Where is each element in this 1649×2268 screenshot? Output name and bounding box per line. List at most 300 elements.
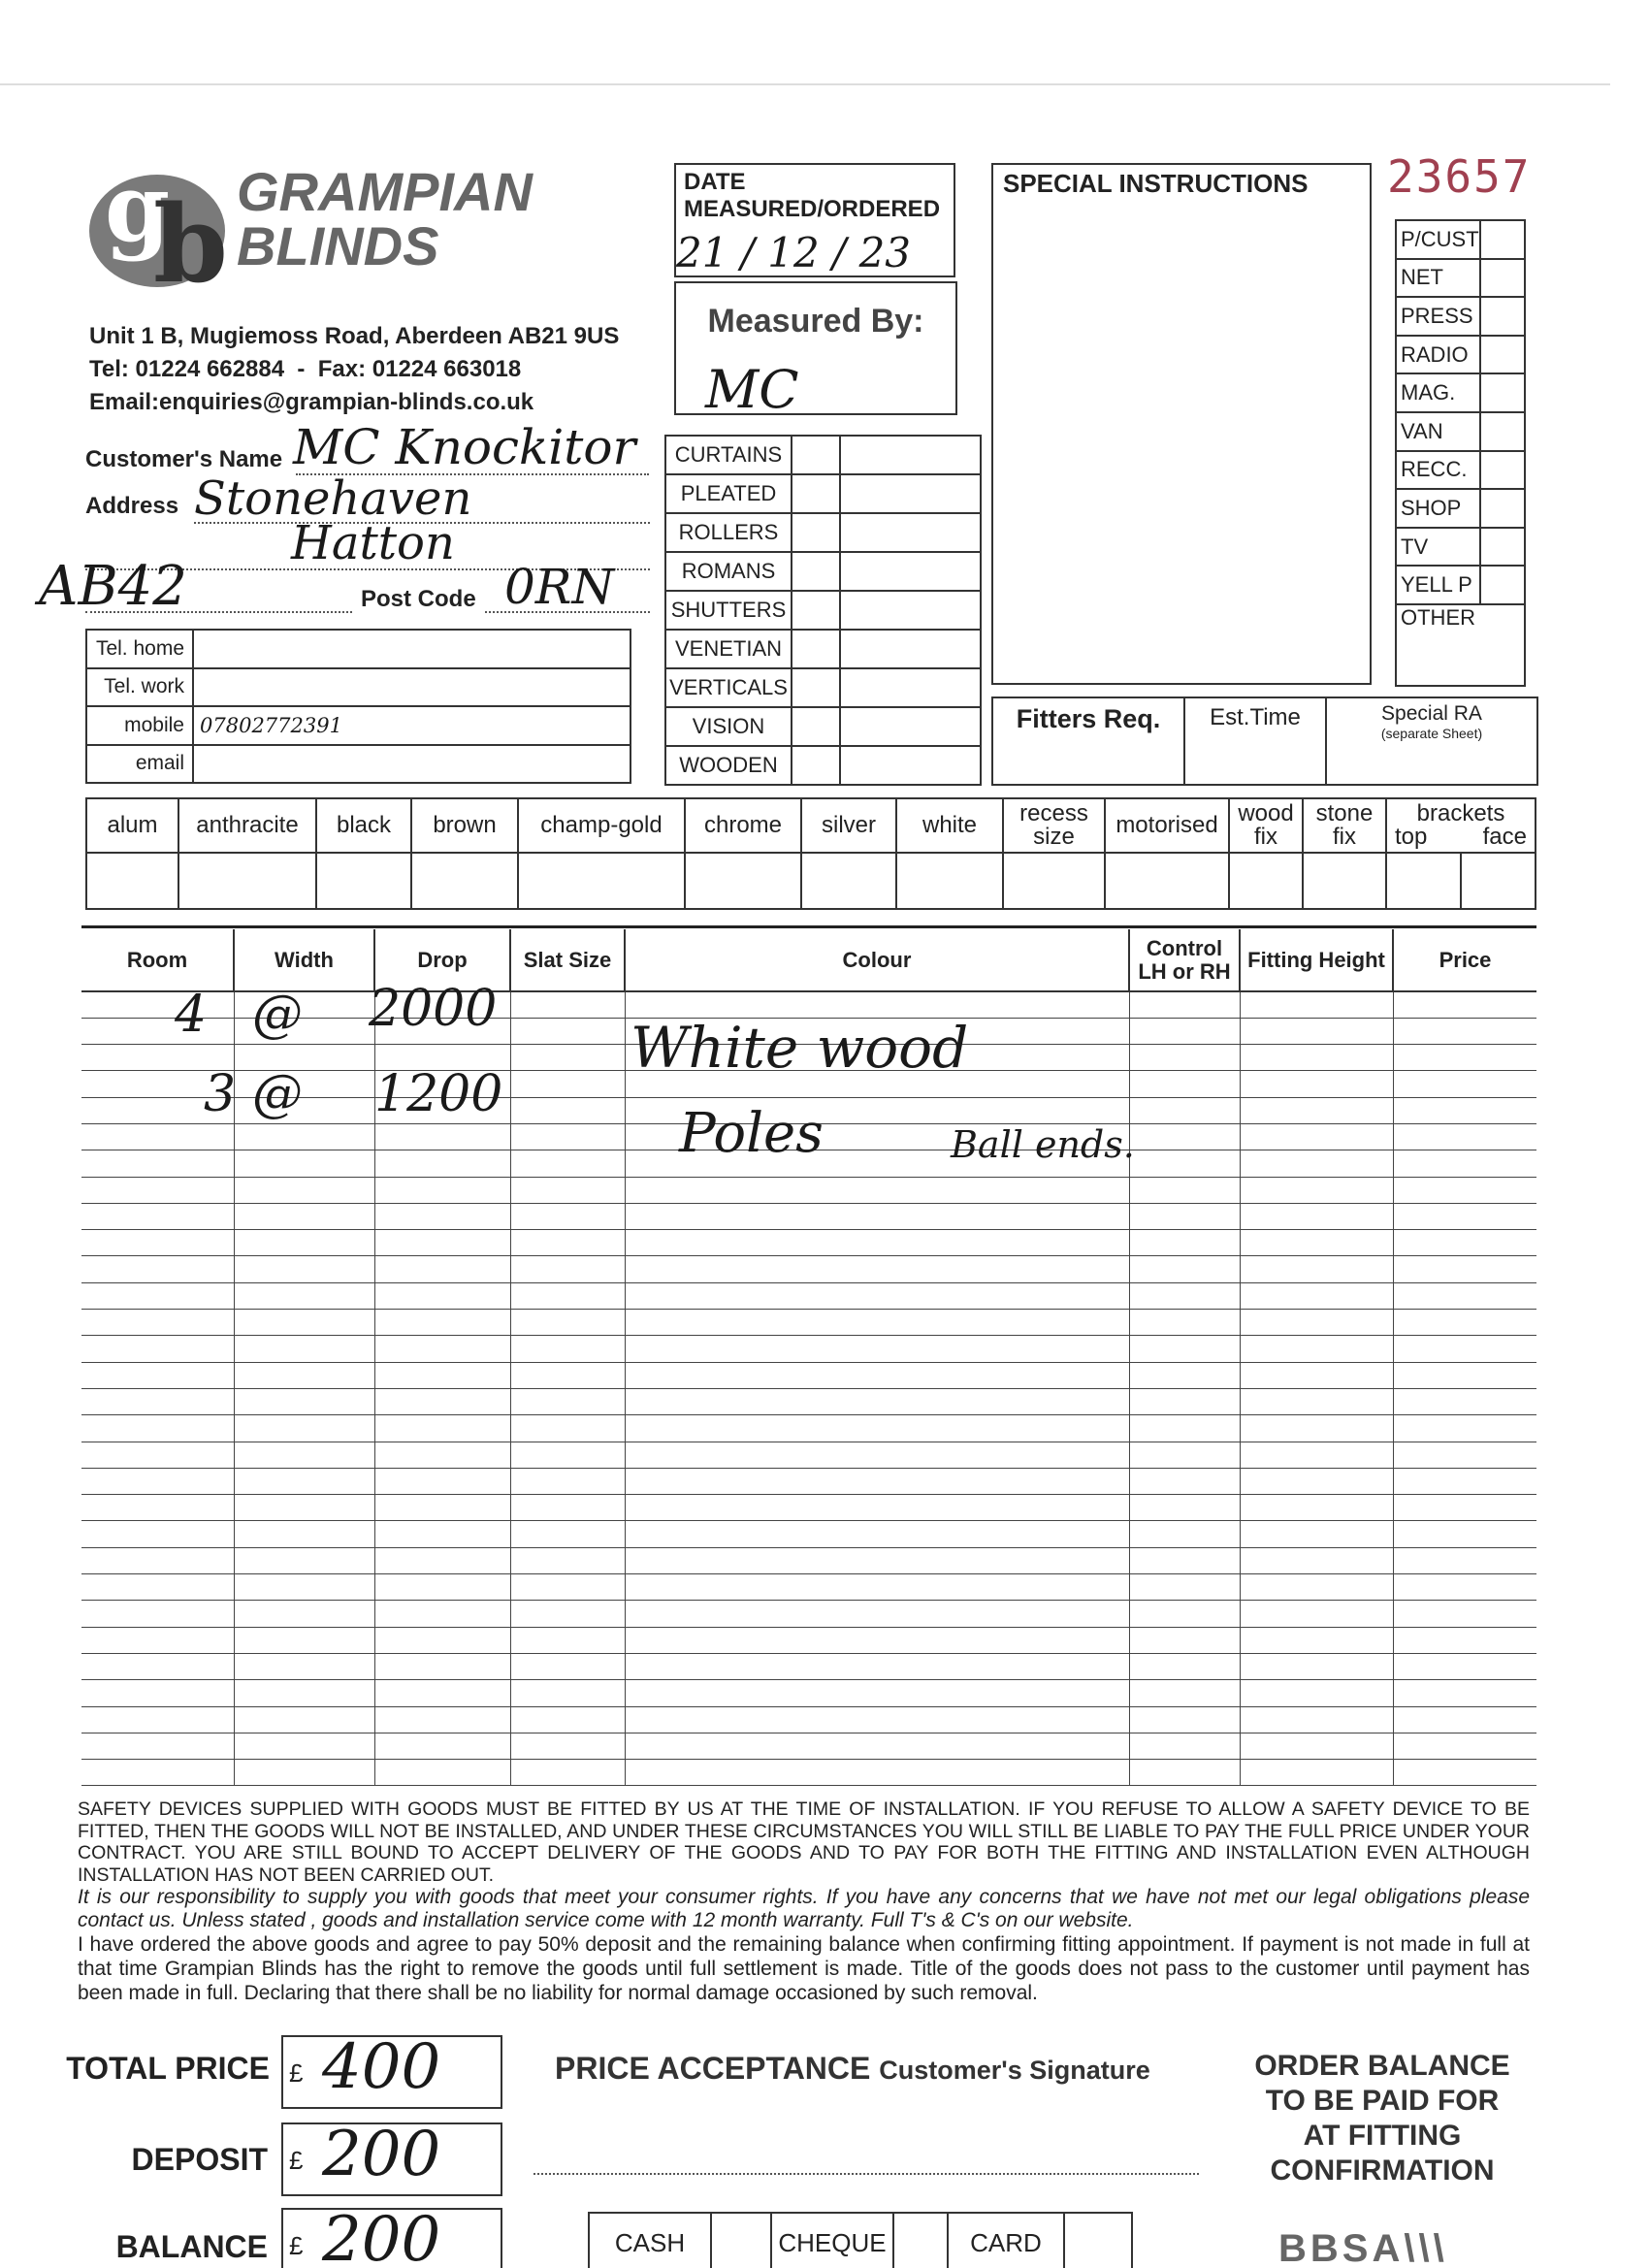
table-cell[interactable] xyxy=(1240,1706,1393,1733)
table-cell[interactable] xyxy=(374,1256,510,1282)
colour-check[interactable] xyxy=(86,853,178,909)
table-cell[interactable] xyxy=(234,1362,374,1388)
table-cell[interactable] xyxy=(234,1442,374,1468)
table-cell[interactable] xyxy=(81,1653,234,1679)
address-label: Address xyxy=(85,493,179,519)
product-note[interactable] xyxy=(840,513,981,552)
item1-drop[interactable]: 2000 xyxy=(369,980,498,1038)
source-checkbox[interactable] xyxy=(1480,373,1525,412)
table-cell[interactable] xyxy=(234,1468,374,1494)
table-cell[interactable] xyxy=(81,1256,234,1282)
table-cell[interactable] xyxy=(1129,1045,1240,1071)
motorised-check[interactable] xyxy=(1105,853,1229,909)
table-cell[interactable] xyxy=(510,1415,625,1442)
table-cell[interactable] xyxy=(374,1310,510,1336)
table-cell[interactable] xyxy=(374,1203,510,1229)
table-cell[interactable] xyxy=(374,1388,510,1414)
table-cell[interactable] xyxy=(510,1468,625,1494)
table-cell[interactable] xyxy=(625,1680,1129,1706)
table-cell[interactable] xyxy=(374,1760,510,1786)
colour-check[interactable] xyxy=(411,853,518,909)
total-price-box[interactable] xyxy=(281,2031,502,2109)
table-cell[interactable] xyxy=(1393,1733,1536,1759)
table-cell[interactable] xyxy=(1129,1468,1240,1494)
table-cell[interactable] xyxy=(1240,1733,1393,1759)
table-cell[interactable] xyxy=(1240,1760,1393,1786)
table-cell[interactable] xyxy=(510,1123,625,1150)
product-qty[interactable] xyxy=(792,707,840,746)
table-cell[interactable] xyxy=(1129,1310,1240,1336)
date-value[interactable]: 21 / 12 / 23 xyxy=(676,229,912,276)
table-cell[interactable] xyxy=(81,1468,234,1494)
table-cell[interactable] xyxy=(81,1521,234,1547)
table-cell[interactable] xyxy=(1129,1547,1240,1573)
customer-name-value[interactable]: MC Knockitor xyxy=(293,419,636,475)
table-cell[interactable] xyxy=(81,1547,234,1573)
source-checkbox[interactable] xyxy=(1480,259,1525,298)
table-cell[interactable] xyxy=(234,1521,374,1547)
table-cell[interactable] xyxy=(1393,1256,1536,1282)
item2-room[interactable]: 3 xyxy=(204,1065,237,1123)
table-cell[interactable] xyxy=(625,1230,1129,1256)
table-cell[interactable] xyxy=(625,1362,1129,1388)
table-cell[interactable] xyxy=(1393,1071,1536,1097)
table-cell[interactable] xyxy=(510,1601,625,1627)
table-cell[interactable] xyxy=(374,1415,510,1442)
table-cell[interactable] xyxy=(1393,1177,1536,1203)
table-cell[interactable] xyxy=(1393,1706,1536,1733)
product-qty[interactable] xyxy=(792,513,840,552)
item-colour-line2[interactable]: Poles xyxy=(679,1102,824,1165)
table-cell[interactable] xyxy=(1240,1310,1393,1336)
colour-check[interactable] xyxy=(178,853,316,909)
table-cell[interactable] xyxy=(1393,1388,1536,1414)
table-cell[interactable] xyxy=(374,1123,510,1150)
table-cell[interactable] xyxy=(234,1627,374,1653)
table-cell[interactable] xyxy=(81,991,234,1018)
source-label-other[interactable]: OTHER xyxy=(1396,604,1525,686)
table-cell[interactable] xyxy=(1393,1097,1536,1123)
table-cell[interactable] xyxy=(625,1495,1129,1521)
table-cell[interactable] xyxy=(374,1521,510,1547)
table-cell[interactable] xyxy=(625,1282,1129,1309)
table-cell[interactable] xyxy=(1129,1256,1240,1282)
table-cell[interactable] xyxy=(1240,1680,1393,1706)
colour-check[interactable] xyxy=(801,853,896,909)
table-cell[interactable] xyxy=(510,1071,625,1097)
table-cell[interactable] xyxy=(81,1018,234,1044)
table-cell[interactable] xyxy=(374,1336,510,1362)
table-cell[interactable] xyxy=(1240,1256,1393,1282)
table-cell[interactable] xyxy=(625,1256,1129,1282)
table-cell[interactable] xyxy=(1393,1760,1536,1786)
table-cell[interactable] xyxy=(1129,1336,1240,1362)
table-cell[interactable] xyxy=(234,1310,374,1336)
table-cell[interactable] xyxy=(81,1336,234,1362)
table-cell[interactable] xyxy=(1240,1150,1393,1177)
table-cell[interactable] xyxy=(234,1203,374,1229)
table-cell[interactable] xyxy=(625,1733,1129,1759)
recess-check[interactable] xyxy=(1003,853,1105,909)
table-cell[interactable] xyxy=(1393,1653,1536,1679)
product-note[interactable] xyxy=(840,630,981,668)
table-cell[interactable] xyxy=(374,1733,510,1759)
table-cell[interactable] xyxy=(1393,1282,1536,1309)
table-cell[interactable] xyxy=(1393,1442,1536,1468)
colour-check[interactable] xyxy=(896,853,1003,909)
table-cell[interactable] xyxy=(81,1495,234,1521)
brackets-face-check[interactable] xyxy=(1461,853,1536,909)
table-cell[interactable] xyxy=(374,1574,510,1601)
table-cell[interactable] xyxy=(1240,1468,1393,1494)
table-cell[interactable] xyxy=(374,1282,510,1309)
table-cell[interactable] xyxy=(234,1574,374,1601)
table-cell[interactable] xyxy=(374,1653,510,1679)
product-note[interactable] xyxy=(840,552,981,591)
table-cell[interactable] xyxy=(81,1388,234,1414)
table-cell[interactable] xyxy=(1129,1177,1240,1203)
table-cell[interactable] xyxy=(1393,1521,1536,1547)
table-cell[interactable] xyxy=(625,1627,1129,1653)
table-cell[interactable] xyxy=(1240,1282,1393,1309)
source-checkbox[interactable] xyxy=(1480,489,1525,528)
table-cell[interactable] xyxy=(625,1521,1129,1547)
table-cell[interactable] xyxy=(510,1706,625,1733)
payment-cash-check[interactable] xyxy=(711,2213,771,2268)
tel-home-field[interactable] xyxy=(193,630,630,668)
table-cell[interactable] xyxy=(1393,1018,1536,1044)
table-cell[interactable] xyxy=(81,1733,234,1759)
table-cell[interactable] xyxy=(625,1388,1129,1414)
table-cell[interactable] xyxy=(81,1442,234,1468)
table-cell[interactable] xyxy=(510,1733,625,1759)
table-cell[interactable] xyxy=(510,1653,625,1679)
fitters-req-label[interactable]: Fitters Req. xyxy=(992,697,1184,785)
table-cell[interactable] xyxy=(1129,1653,1240,1679)
table-cell[interactable] xyxy=(1240,991,1393,1018)
table-cell[interactable] xyxy=(1393,1627,1536,1653)
table-cell[interactable] xyxy=(234,1680,374,1706)
table-cell[interactable] xyxy=(81,1362,234,1388)
table-cell[interactable] xyxy=(1129,1282,1240,1309)
table-cell[interactable] xyxy=(625,1760,1129,1786)
table-cell[interactable] xyxy=(81,1574,234,1601)
table-cell[interactable] xyxy=(1240,1415,1393,1442)
table-cell[interactable] xyxy=(1129,1706,1240,1733)
product-qty[interactable] xyxy=(792,474,840,513)
table-cell[interactable] xyxy=(1129,1097,1240,1123)
table-cell[interactable] xyxy=(374,1601,510,1627)
table-cell[interactable] xyxy=(510,1203,625,1229)
payment-cheque-check[interactable] xyxy=(893,2213,948,2268)
table-cell[interactable] xyxy=(234,1706,374,1733)
table-cell[interactable] xyxy=(234,1547,374,1573)
payment-card-check[interactable] xyxy=(1064,2213,1132,2268)
table-cell[interactable] xyxy=(1240,1627,1393,1653)
table-cell[interactable] xyxy=(374,1627,510,1653)
table-cell[interactable] xyxy=(625,1336,1129,1362)
table-cell[interactable] xyxy=(81,1601,234,1627)
table-cell[interactable] xyxy=(1129,1150,1240,1177)
table-cell[interactable] xyxy=(1240,1442,1393,1468)
postcode-value[interactable]: 0RN xyxy=(504,559,615,615)
table-cell[interactable] xyxy=(1393,1230,1536,1256)
table-cell[interactable] xyxy=(374,1362,510,1388)
table-cell[interactable] xyxy=(234,1495,374,1521)
est-time-label[interactable]: Est.Time xyxy=(1184,697,1326,785)
table-cell[interactable] xyxy=(374,1230,510,1256)
table-cell[interactable] xyxy=(374,1150,510,1177)
table-cell[interactable] xyxy=(81,1282,234,1309)
product-qty[interactable] xyxy=(792,552,840,591)
email-field[interactable] xyxy=(193,745,630,784)
table-cell[interactable] xyxy=(1393,1680,1536,1706)
colour-check[interactable] xyxy=(518,853,685,909)
table-cell[interactable] xyxy=(234,1601,374,1627)
table-cell[interactable] xyxy=(510,991,625,1018)
table-cell[interactable] xyxy=(374,1706,510,1733)
table-cell[interactable] xyxy=(1129,1733,1240,1759)
table-cell[interactable] xyxy=(625,1574,1129,1601)
table-cell[interactable] xyxy=(1240,1071,1393,1097)
table-cell[interactable] xyxy=(374,1495,510,1521)
table-cell[interactable] xyxy=(1393,1123,1536,1150)
table-cell[interactable] xyxy=(1129,1018,1240,1044)
product-note[interactable] xyxy=(840,436,981,474)
table-cell[interactable] xyxy=(1240,1230,1393,1256)
table-cell[interactable] xyxy=(234,1733,374,1759)
table-cell[interactable] xyxy=(510,1177,625,1203)
table-cell[interactable] xyxy=(1240,1601,1393,1627)
table-cell[interactable] xyxy=(625,1415,1129,1442)
table-cell[interactable] xyxy=(625,1706,1129,1733)
table-cell[interactable] xyxy=(625,1203,1129,1229)
colour-check[interactable] xyxy=(685,853,801,909)
table-cell[interactable] xyxy=(1240,1045,1393,1071)
table-cell[interactable] xyxy=(374,1680,510,1706)
grampian-blinds-logo xyxy=(87,161,233,297)
table-cell[interactable] xyxy=(1393,1336,1536,1362)
table-cell[interactable] xyxy=(510,1442,625,1468)
table-cell[interactable] xyxy=(1129,1495,1240,1521)
table-cell[interactable] xyxy=(1393,1547,1536,1573)
table-cell[interactable] xyxy=(374,1442,510,1468)
product-qty[interactable] xyxy=(792,630,840,668)
table-cell[interactable] xyxy=(1393,1045,1536,1071)
table-cell[interactable] xyxy=(1393,1495,1536,1521)
table-cell[interactable] xyxy=(1129,1388,1240,1414)
mobile-field[interactable]: 07802772391 xyxy=(193,706,630,745)
signature-line[interactable] xyxy=(534,2173,1199,2175)
table-cell[interactable] xyxy=(1129,1123,1240,1150)
table-cell[interactable] xyxy=(234,1123,374,1150)
product-qty[interactable] xyxy=(792,436,840,474)
table-cell[interactable] xyxy=(510,1362,625,1388)
item1-room[interactable]: 4 xyxy=(175,986,208,1044)
address-value-3[interactable]: AB42 xyxy=(39,555,187,618)
table-cell[interactable] xyxy=(1393,1468,1536,1494)
source-checkbox[interactable] xyxy=(1480,451,1525,490)
table-cell[interactable] xyxy=(625,1442,1129,1468)
table-cell[interactable] xyxy=(1393,1150,1536,1177)
address-value-1[interactable]: Stonehaven xyxy=(194,471,472,526)
table-cell[interactable] xyxy=(625,1468,1129,1494)
table-cell[interactable] xyxy=(1129,1627,1240,1653)
table-cell[interactable] xyxy=(1129,1760,1240,1786)
table-cell[interactable] xyxy=(1240,1495,1393,1521)
table-cell[interactable] xyxy=(234,1150,374,1177)
table-cell[interactable] xyxy=(81,1123,234,1150)
table-cell[interactable] xyxy=(1129,1680,1240,1706)
table-cell[interactable] xyxy=(510,1680,625,1706)
product-note[interactable] xyxy=(840,707,981,746)
table-cell[interactable] xyxy=(1129,1415,1240,1442)
table-cell[interactable] xyxy=(1393,1415,1536,1442)
source-checkbox[interactable] xyxy=(1480,566,1525,604)
table-cell[interactable] xyxy=(1393,1574,1536,1601)
product-note[interactable] xyxy=(840,746,981,785)
tel-work-field[interactable] xyxy=(193,668,630,707)
table-cell[interactable] xyxy=(1240,1336,1393,1362)
table-cell[interactable] xyxy=(1393,1601,1536,1627)
table-cell[interactable] xyxy=(1129,1574,1240,1601)
item2-drop[interactable]: 1200 xyxy=(374,1065,503,1123)
table-cell[interactable] xyxy=(234,1653,374,1679)
table-cell[interactable] xyxy=(1240,1388,1393,1414)
table-cell[interactable] xyxy=(1240,1203,1393,1229)
special-instructions-box[interactable] xyxy=(991,163,1372,685)
table-cell[interactable] xyxy=(510,1627,625,1653)
table-cell[interactable] xyxy=(81,1230,234,1256)
address-value-2[interactable]: Hatton xyxy=(291,516,455,570)
table-cell[interactable] xyxy=(1240,1123,1393,1150)
table-cell[interactable] xyxy=(1129,1442,1240,1468)
product-note[interactable] xyxy=(840,668,981,707)
table-cell[interactable] xyxy=(1129,1230,1240,1256)
wood-fix-check[interactable] xyxy=(1229,853,1303,909)
table-cell[interactable] xyxy=(1129,991,1240,1018)
table-cell[interactable] xyxy=(1240,1018,1393,1044)
table-cell[interactable] xyxy=(1240,1574,1393,1601)
product-qty[interactable] xyxy=(792,668,840,707)
table-cell[interactable] xyxy=(510,1230,625,1256)
table-cell[interactable] xyxy=(234,1760,374,1786)
table-cell[interactable] xyxy=(374,1468,510,1494)
table-cell[interactable] xyxy=(234,1256,374,1282)
special-ra-cell[interactable] xyxy=(1326,697,1537,785)
source-checkbox[interactable] xyxy=(1480,528,1525,567)
price-acceptance-label: PRICE ACCEPTANCE xyxy=(555,2051,871,2086)
table-cell[interactable] xyxy=(1240,1177,1393,1203)
stone-fix-label: stone fix xyxy=(1303,798,1386,853)
table-cell[interactable] xyxy=(510,1097,625,1123)
deposit-box[interactable] xyxy=(281,2119,502,2196)
source-checkbox[interactable] xyxy=(1480,220,1525,259)
table-cell[interactable] xyxy=(374,1177,510,1203)
table-cell[interactable] xyxy=(1393,1203,1536,1229)
table-cell[interactable] xyxy=(234,1336,374,1362)
table-cell[interactable] xyxy=(510,1574,625,1601)
company-name-line1: GRAMPIAN xyxy=(237,161,533,222)
table-cell[interactable] xyxy=(510,1495,625,1521)
table-row xyxy=(81,1601,1536,1627)
product-note[interactable] xyxy=(840,591,981,630)
table-cell[interactable] xyxy=(374,1547,510,1573)
table-cell[interactable] xyxy=(1240,1547,1393,1573)
table-cell[interactable] xyxy=(1393,1362,1536,1388)
table-cell[interactable] xyxy=(81,1310,234,1336)
table-cell[interactable] xyxy=(510,1150,625,1177)
colour-check[interactable] xyxy=(316,853,411,909)
table-cell[interactable] xyxy=(625,1653,1129,1679)
product-qty[interactable] xyxy=(792,746,840,785)
table-cell[interactable] xyxy=(234,1415,374,1442)
table-cell[interactable] xyxy=(625,1310,1129,1336)
table-cell[interactable] xyxy=(1240,1653,1393,1679)
item-colour-note[interactable]: Ball ends. xyxy=(951,1123,1135,1166)
table-cell[interactable] xyxy=(234,1230,374,1256)
table-cell[interactable] xyxy=(625,1601,1129,1627)
table-cell[interactable] xyxy=(81,1680,234,1706)
table-cell[interactable] xyxy=(510,1521,625,1547)
table-cell[interactable] xyxy=(510,1282,625,1309)
table-cell[interactable] xyxy=(81,1150,234,1177)
table-cell[interactable] xyxy=(510,1256,625,1282)
table-cell[interactable] xyxy=(1240,1097,1393,1123)
table-cell[interactable] xyxy=(81,1760,234,1786)
stone-fix-check[interactable] xyxy=(1303,853,1386,909)
payment-cash-label: CASH xyxy=(589,2213,711,2268)
table-cell[interactable] xyxy=(1129,1203,1240,1229)
table-cell[interactable] xyxy=(510,1547,625,1573)
table-cell[interactable] xyxy=(1129,1601,1240,1627)
table-cell[interactable] xyxy=(1129,1521,1240,1547)
table-cell[interactable] xyxy=(510,1045,625,1071)
measured-by-value[interactable]: MC xyxy=(705,359,799,420)
table-cell[interactable] xyxy=(1240,1362,1393,1388)
source-checkbox[interactable] xyxy=(1480,336,1525,374)
item-colour-line1[interactable]: White wood xyxy=(630,1015,969,1081)
table-cell[interactable] xyxy=(1240,1521,1393,1547)
table-cell[interactable] xyxy=(81,1706,234,1733)
table-cell[interactable] xyxy=(1129,1362,1240,1388)
table-cell[interactable] xyxy=(81,1415,234,1442)
table-cell[interactable] xyxy=(234,1177,374,1203)
source-checkbox[interactable] xyxy=(1480,297,1525,336)
table-cell[interactable] xyxy=(1393,1310,1536,1336)
table-cell[interactable] xyxy=(510,1018,625,1044)
product-qty[interactable] xyxy=(792,591,840,630)
table-cell[interactable] xyxy=(234,1282,374,1309)
balance-box[interactable] xyxy=(281,2204,502,2268)
table-cell[interactable] xyxy=(1129,1071,1240,1097)
table-cell[interactable] xyxy=(510,1760,625,1786)
product-note[interactable] xyxy=(840,474,981,513)
table-cell[interactable] xyxy=(81,1203,234,1229)
table-cell[interactable] xyxy=(510,1336,625,1362)
table-cell[interactable] xyxy=(625,1547,1129,1573)
table-cell[interactable] xyxy=(81,1627,234,1653)
col-slat: Slat Size xyxy=(510,929,625,991)
brackets-top-check[interactable] xyxy=(1386,853,1461,909)
table-cell[interactable] xyxy=(234,1388,374,1414)
table-cell[interactable] xyxy=(510,1388,625,1414)
source-checkbox[interactable] xyxy=(1480,412,1525,451)
table-cell[interactable] xyxy=(1393,991,1536,1018)
table-cell[interactable] xyxy=(510,1310,625,1336)
table-cell[interactable] xyxy=(625,1177,1129,1203)
table-cell[interactable] xyxy=(81,1177,234,1203)
